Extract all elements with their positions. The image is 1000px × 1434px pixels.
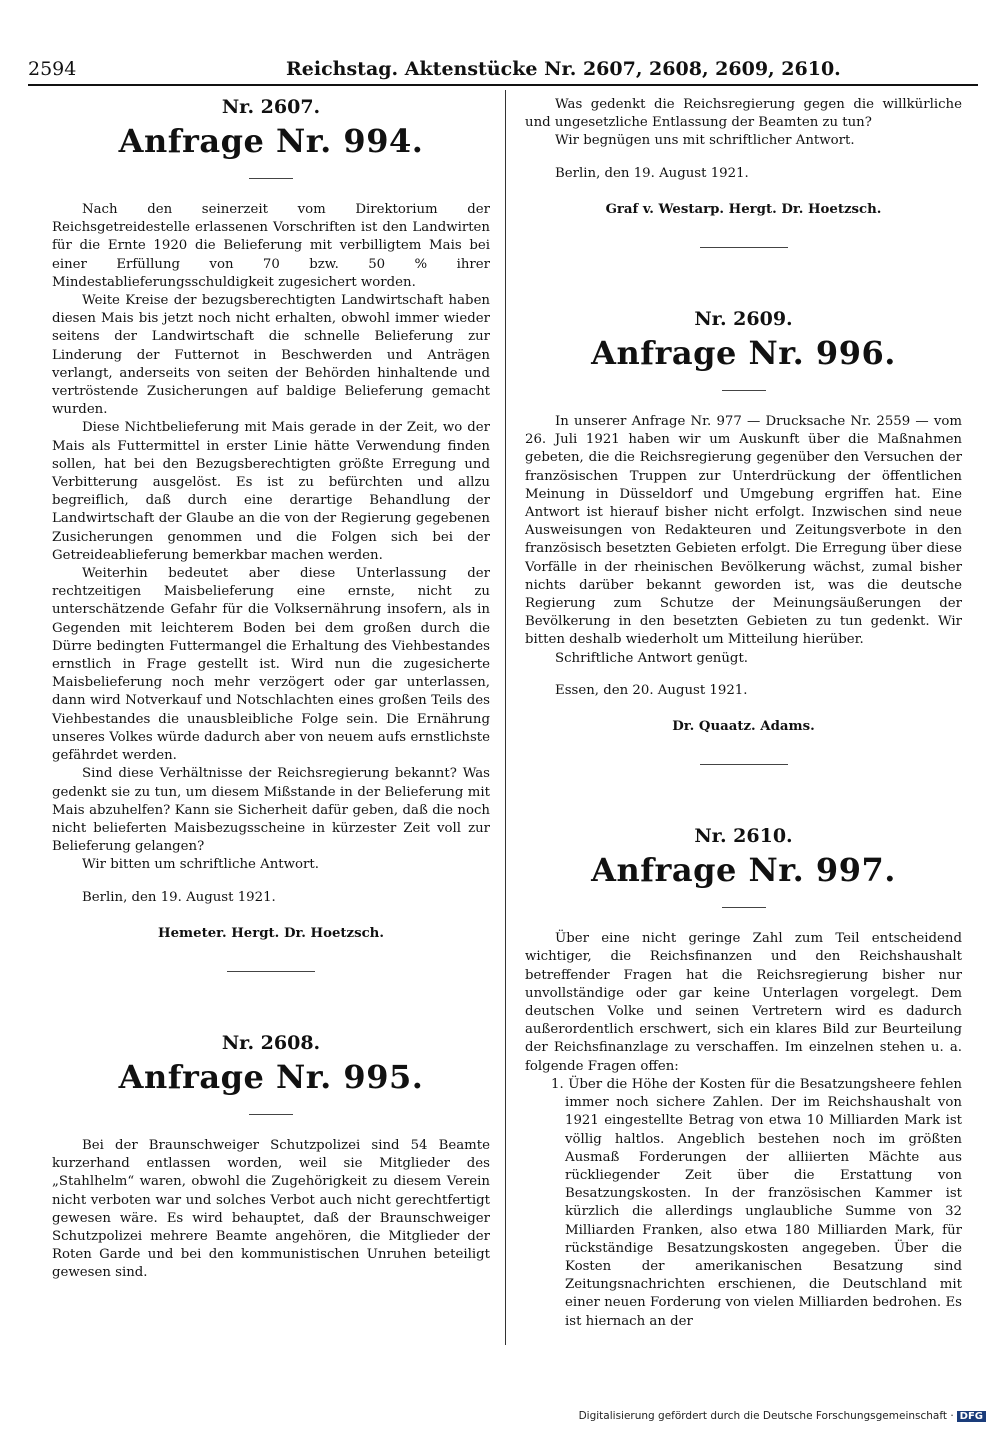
doc-title: Anfrage Nr. 994. — [118, 122, 424, 160]
doc-title: Anfrage Nr. 995. — [118, 1057, 424, 1096]
paragraph: Diese Nichtbelieferung mit Mais gerade in der Zeit, wo der Mais als Futtermittel in erster Linie hätte Verwendung finden sollen, hat bei den Bezugsberechtigten größte Erregung und Verbitterung ausgelöst. Es ist zu befürchten und allzu begreiflich, daß durch eine derartige Behandlung der Landwirtschaft der Glaube an die von der Regierung gegebenen Zusicherungen genommen und die Folgen sich bei der Getreideablieferung bemerkbar machen werden. — [52, 420, 490, 563]
footer-credit — [579, 1410, 986, 1422]
document-2609 — [525, 308, 962, 765]
title-rule — [722, 390, 766, 391]
doc-title: Anfrage Nr. 997. — [591, 851, 896, 890]
section-rule — [700, 247, 788, 248]
paragraph: Weiterhin bedeutet aber diese Unterlassung der rechtzeitigen Maisbelieferung eine ernste, nicht zu unterschätzende Gefahr für die Volksernährung insofern, als in Gegenden mit leichterem Boden bei dem großen durch die Dürre bedingten Futtermangel die Erhaltung des Viehbestandes ernstlich in Frage gestellt ist. Wird nun die zugesicherte Maisbelieferung noch mehr verzögert oder gar unterlassen, dann wird Notverkauf und Notschlachten eines großen Teils des Viehbestandes die unausbleibliche Folge sein. Die Ernährung unseres Volkes würde dadurch aber von neuem aufs ernstlichste gefährdet werden. — [52, 566, 490, 764]
signatures: Hemeter. Hergt. Dr. Hoetzsch. — [158, 925, 384, 941]
paragraph: Wir bitten um schriftliche Antwort. — [82, 857, 319, 873]
signatures: Graf v. Westarp. Hergt. Dr. Hoetzsch. — [605, 201, 882, 217]
doc-title: Anfrage Nr. 996. — [591, 334, 896, 373]
paragraph: Über eine nicht geringe Zahl zum Teil entscheidend wichtiger, die Reichsfinanzen und den Reichshaushalt betreffender Fragen hat die Reichsregierung bisher nur unvollständige oder gar keine Unterlagen vorgelegt. Dem deutschen Volke und seinen Vertretern wird es dadurch außerordentlich erschwert, sich ein klares Bild zur Beurteilung der Reichsfinanzlage zu verschaffen. Im einzelnen stehen u. a. folgende Fragen offen: — [525, 931, 962, 1074]
running-title: Reichstag. Aktenstücke Nr. 2607, 2608, 2609, 2610. — [286, 58, 841, 80]
section-rule — [700, 764, 788, 765]
paragraph: Was gedenkt die Reichsregierung gegen die willkürliche und ungesetzliche Entlassung der Beamten zu tun? — [525, 97, 962, 131]
right-column — [525, 96, 962, 1331]
doc-number: Nr. 2607. — [221, 96, 321, 118]
doc-number: Nr. 2609. — [694, 308, 793, 331]
document-2608 — [52, 1032, 490, 1283]
paragraph: Schriftliche Antwort genügt. — [555, 650, 749, 666]
column-divider — [505, 90, 506, 1345]
list-item: 1. Über die Höhe der Kosten für die Besatzungsheere fehlen immer noch sichere Zahlen. Der im Reichshaushalt von 1921 eingestellte Betrag von etwa 10 Milliarden Mark ist völlig haltlos. Angeblich bestehen noch im größten Ausmaß Forderungen der alliierten Mächte aus rückliegender Zeit über die Erstattung von Besatzungskosten. In der französischen Kammer ist kürzlich die allerdings unglaubliche Summe von 32 Milliarden Franken, also etwa 180 Milliarden Mark, für rückständige Besatzungskosten angegeben. Über die Kosten der amerikanischen Besatzung sind Zeitungsnachrichten erschienen, die Deutschland mit einer neuen Forderung von vielen Milliarden bedrohen. Es ist hiernach an der — [551, 1076, 962, 1329]
page-number: 2594 — [28, 58, 77, 80]
doc-number: Nr. 2610. — [694, 825, 793, 848]
date-line: Berlin, den 19. August 1921. — [82, 889, 276, 905]
footer-text: Digitalisierung gefördert durch die Deutsche Forschungsgemeinschaft · — [578, 1410, 954, 1422]
paragraph: In unserer Anfrage Nr. 977 — Drucksache Nr. 2559 — vom 26. Juli 1921 haben wir um Auskunft über die Maßnahmen gebeten, die die Reichsregierung gegenüber den Versuchen der französischen Truppen zur Unterdrückung der öffentlichen Meinung in Düsseldorf und Umgebung ergriffen hat. Eine Antwort ist hierauf bisher nicht erfolgt. Inzwischen sind neue Ausweisungen von Redakteuren und Zeitungsverbote in den französisch besetzten Gebieten erfolgt. Die Erregung über diese Vorfälle in der rheinischen Bevölkerung wächst, zumal bisher nichts darüber bekannt geworden ist, was die deutsche Regierung zum Schutze der Meinungsäußerungen der Bevölkerung in den besetzten Gebieten zu tun gedenkt. Wir bitten deshalb wiederholt um Mitteilung hierüber. — [525, 414, 962, 648]
paragraph: Nach den seinerzeit vom Direktorium der Reichsgetreidestelle erlassenen Vorschriften ist den Landwirten für die Ernte 1920 die Belieferung mit verbilligtem Mais bei einer Erfüllung von 70 bzw. 50 % ihrer Mindestablieferungsschuldigkeit zugesichert worden. — [52, 202, 490, 290]
left-column — [52, 96, 490, 1283]
document-2607 — [52, 96, 490, 972]
paragraph: Sind diese Verhältnisse der Reichsregierung bekannt? Was gedenkt sie zu tun, um diesem Mißstande in der Belieferung mit Mais abzuhelfen? Kann sie Sicherheit dafür geben, daß die noch nicht belieferten Maisbezugsscheine in kürzester Zeit voll zur Belieferung gelangen? — [52, 766, 490, 855]
doc-number: Nr. 2608. — [221, 1031, 321, 1054]
document-2608-continued — [525, 96, 962, 248]
document-2610 — [525, 825, 962, 1330]
title-rule — [722, 907, 766, 908]
signatures: Dr. Quaatz. Adams. — [672, 719, 815, 735]
header-rule — [28, 84, 978, 86]
dfg-logo: DFG — [957, 1411, 986, 1422]
date-line: Essen, den 20. August 1921. — [555, 682, 748, 698]
date-line: Berlin, den 19. August 1921. — [555, 165, 749, 181]
paragraph: Wir begnügen uns mit schriftlicher Antwort. — [555, 133, 855, 149]
section-rule — [227, 971, 315, 972]
page-header — [28, 56, 978, 86]
paragraph: Weite Kreise der bezugsberechtigten Landwirtschaft haben diesen Mais bis jetzt noch nicht erhalten, obwohl immer wieder seitens der Landwirtschaft die schnelle Belieferung zur Linderung der Futternot in Beschwerden und Anträgen verlangt, anderseits von seiten der Behörden hinhaltende und vertröstende Zusicherungen auf baldige Belieferung gemacht wurden. — [52, 293, 490, 418]
title-rule — [249, 178, 293, 179]
title-rule — [249, 1114, 293, 1115]
paragraph: Bei der Braunschweiger Schutzpolizei sind 54 Beamte kurzerhand entlassen worden, weil sie Mitglieder des „Stahlhelm“ waren, obwohl die Zugehörigkeit zu diesem Verein nicht verboten war und solches Verbot auch nicht gerechtfertigt gewesen wäre. Es wird behauptet, daß der Braunschweiger Schutzpolizei mehrere Beamte angehören, die Mitglieder der Roten Garde und bei den kommunistischen Unruhen beteiligt gewesen sind. — [52, 1137, 490, 1281]
